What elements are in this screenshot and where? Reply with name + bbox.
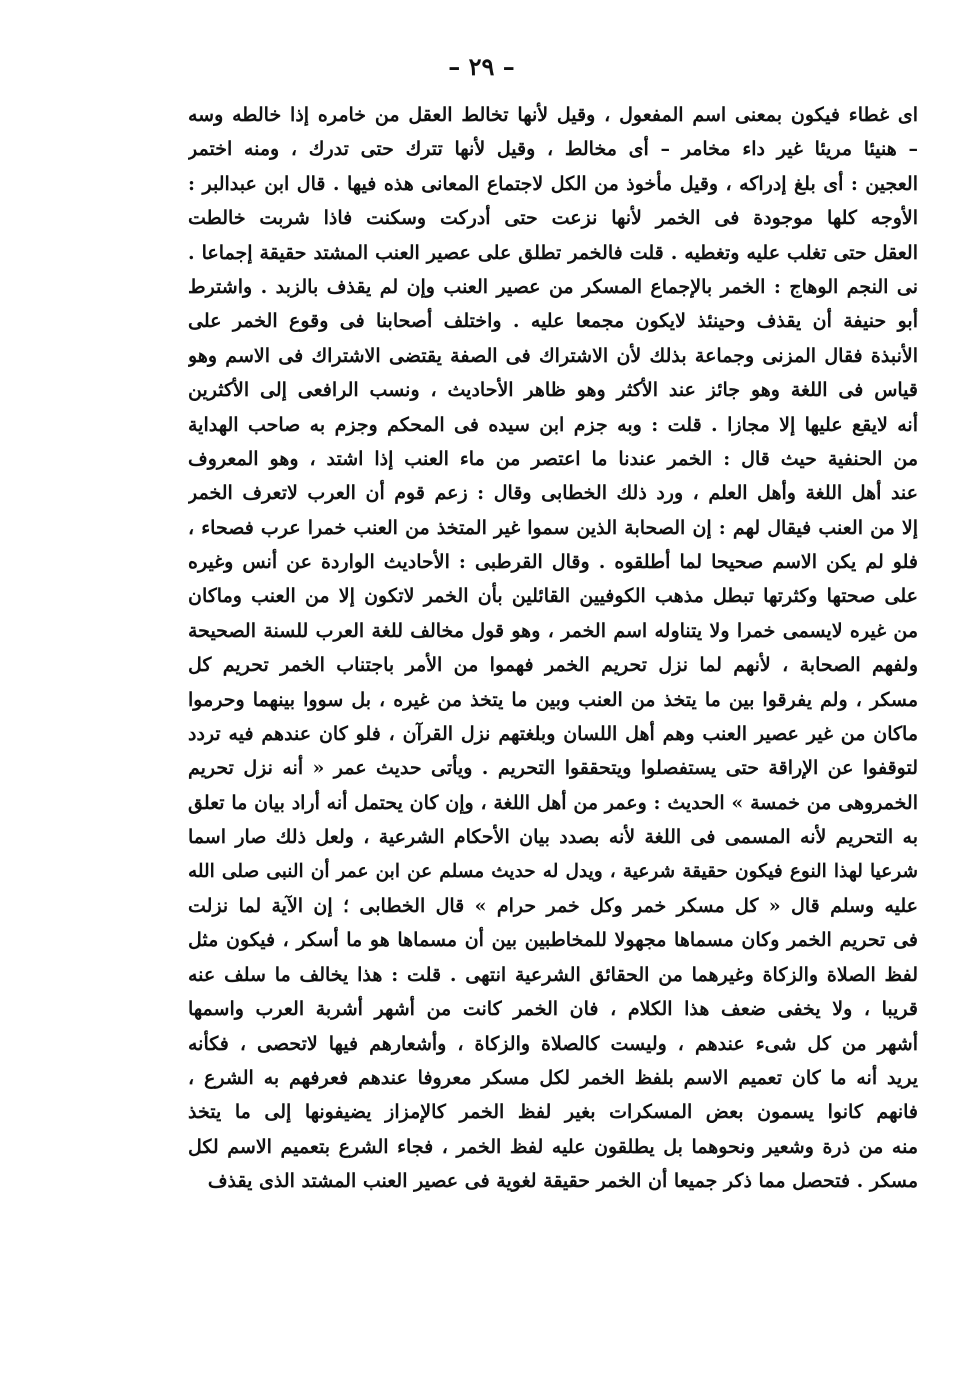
text-line: منه من ذرة وشعير ونحوهما بل يطلقون عليه لفظ الخمر ، فجاء الشرع بتعميم الاسم لكل bbox=[188, 1135, 918, 1158]
text-line: لتوقفوا عن الإراقة حتى يستفصلوا ويتحققوا التحريم . ويأتى حديث عمر « أنه نزل تحريم bbox=[188, 757, 918, 780]
text-line: أشهر من كل شىء عندهم ، وليست كالصلاة والزكاة ، وأشعارهم فيها لاتحصى ، فكأنه bbox=[188, 1032, 918, 1055]
text-line: أنه لايقع عليها إلا مجازا . قلت : وبه جزم ابن سيده فى المحكم وجزم به صاحب الهداية bbox=[188, 413, 918, 436]
text-line: فى تحريم الخمر وكان مسماها مجهولا للمخاطبين بين أن مسماها هو ما أسكر ، فيكون مثل bbox=[188, 929, 918, 952]
text-line: ولفهم الصحابة ، لأنهم لما نزل تحريم الخمر فهموا من الأمر باجتناب الخمر تحريم كل bbox=[188, 654, 918, 677]
text-line: قريبا ، ولا يخفى ضعف هذا الكلام ، فان الخمر كانت من أشهر أشربة العرب واسمها bbox=[188, 998, 918, 1021]
text-line: به التحريم لأنه المسمى فى اللغة لأنه بصدد بيان الأحكام الشرعية ، ولعل ذلك صار اسما bbox=[188, 826, 918, 849]
text-line: يريد أنه ما كان تعميم الاسم بلفظ الخمر لكل مسكر معروفا عندهم فعرفهم به الشرع ، bbox=[188, 1066, 918, 1089]
text-line: شرعيا لهذا النوع فيكون حقيقة شرعية ، ويدل له حديث مسلم عن ابن عمر أن النبى صلى الله bbox=[188, 860, 918, 882]
text-line: عند أهل اللغة وأهل العلم ، ورد ذلك الخطابى وقال : زعم قوم أن العرب لاتعرف الخمر bbox=[188, 482, 918, 505]
text-line: العجين : أى بلغ إدراكه ، وقيل مأخوذ من الكل لاجتماع المعانى هذه فيها . قال ابن عبدالبر : bbox=[188, 172, 918, 195]
text-line: ماكان من غير عصير العنب وهم أهل اللسان وبلغتهم نزل القرآن ، فلو كان عندهم فيه تردد bbox=[188, 723, 918, 746]
text-line: مسكر . فتحصل مما ذكر جميعا أن الخمر حقيقة لغوية فى عصير العنب المشتد الذى يقذف bbox=[207, 1170, 918, 1193]
text-line: الأنبذة فقال المزنى وجماعة بذلك لأن الاشتراك فى الصفة يقتضى الاشتراك فى الاسم وهو bbox=[188, 344, 918, 367]
text-line: العقل حتى تغلب عليه وتغطيه . قلت فالخمر تطلق على عصير العنب المشتد حقيقة إجماعا . bbox=[188, 241, 918, 264]
text-line: من غيره لايسمى خمرا ولا يتناوله اسم الخمر ، وهو قول مخالف للغة العرب للسنة الصحيحة bbox=[188, 619, 918, 642]
text-line: قياس فى اللغة وهو جائز عند الأكثر وهو ظاهر الأحاديث ، ونسب الرافعى إلى الأكثرين bbox=[188, 379, 918, 402]
text-line: إلا من العنب فيقال لهم : إن الصحابة الذين سموا غير المتخذ من العنب خمرا عرب فصحاء ، bbox=[188, 516, 918, 539]
text-line: اى غطاء فيكون بمعنى اسم المفعول ، وقيل لأنها تخالط العقل من خامره إذا خالطه وسه bbox=[188, 104, 918, 126]
text-line: نى النجم الوهاج : الخمر بالإجماع المسكر من عصير العنب وإن لم يقذف بالزبد . واشترط bbox=[188, 275, 918, 298]
text-line: لفظ الصلاة والزكاة وغيرهما من الحقائق الشرعية انتهى . قلت : هذا يخالف ما سلف عنه bbox=[188, 963, 918, 986]
text-line: فلو لم يكن الاسم صحيحا لما أطلقوه . وقال القرطبى : الأحاديث الواردة عن أنس وغيره bbox=[188, 551, 918, 574]
text-line: الخمروهى من خمسة » الحديث : وعمر من أهل اللغة ، وإن كان يحتمل أنه أراد بيان ما تعلق bbox=[188, 791, 918, 814]
text-line: فانهم كانوا يسمون بعض المسكرات بغير لفظ الخمر كالإمزاز يضيفونها إلى ما يتخذ bbox=[188, 1101, 918, 1124]
text-line: عليه وسلم قال « كل مسكر خمر وكل خمر حرام » قال الخطابى ؛ إن الآية لما نزلت bbox=[188, 894, 918, 917]
text-line: على صحتها وكثرتها تبطل مذهب الكوفيين القائلين بأن الخمر لاتكون إلا من العنب وماكان bbox=[188, 585, 918, 608]
body-text bbox=[188, 98, 918, 1199]
text-line: أبو حنيفة أن يقذف وحينئذ لايكون مجمعا عليه . واختلف أصحابنا فى وقوع الخمر على bbox=[188, 310, 918, 333]
text-line: مسكر ، ولم يفرقوا بين ما يتخذ من العنب وبين ما يتخذ من غيره ، بل سووا بينهما وحرموا bbox=[188, 688, 918, 711]
text-line: – هنيئا مريئا غير داء مخامر – أى مخالط ، وقيل لأنها تترك حتى تدرك ، ومنه اختمر bbox=[188, 138, 918, 161]
text-line: الأوجه كلها موجودة فى الخمر لأنها نزعت حتى أدركت وسكنت فاذا شربت خالطت bbox=[188, 207, 918, 230]
text-line: من الحنفية حيث قال : الخمر عندنا ما اعتصر من ماء العنب إذا اشتد ، وهو المعروف bbox=[188, 447, 918, 470]
page-number: – ٢٩ – bbox=[448, 52, 515, 81]
